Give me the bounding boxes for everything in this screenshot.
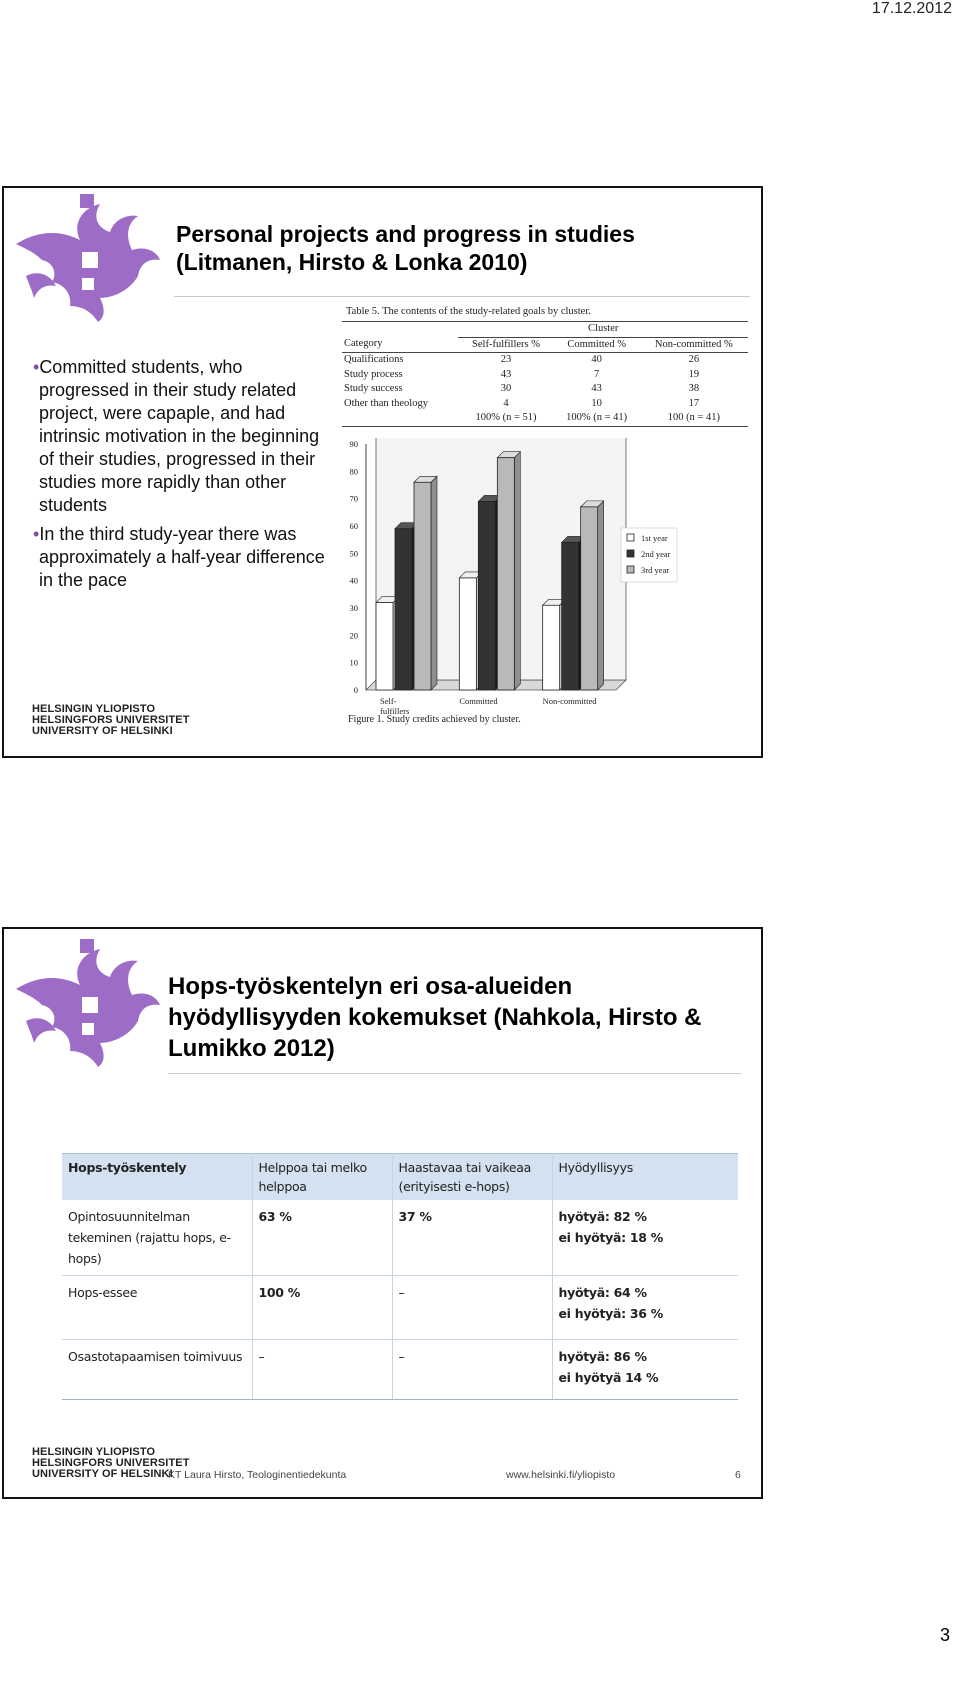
footer-author: KT Laura Hirsto, Teologinentiedekunta (168, 1469, 347, 1481)
hops-table-header (62, 1154, 738, 1201)
bar-1st-year (543, 605, 560, 690)
x-category-label: Non-committed (542, 696, 597, 706)
x-category-label: Committed (459, 696, 498, 706)
table5-row: Study process 43 7 19 (344, 368, 700, 380)
table5-col-header: Self-fulfillers % (472, 338, 540, 350)
bullet-item: •In the third study-year there was approximately a half-year difference in the pace (33, 524, 325, 590)
title-line-2: (Litmanen, Hirsto & Lonka 2010) (176, 249, 528, 275)
bar-2nd-year (478, 501, 495, 690)
page-date: 17.12.2012 (871, 0, 952, 17)
bar-3rd-year (497, 458, 514, 690)
table-row: Hops-essee 100 % – hyötyä: 64 % ei hyötyä: 36 % (62, 1276, 738, 1340)
legend-label: 3rd year (641, 565, 670, 575)
chart-svg (334, 438, 754, 748)
slide-personal-projects (2, 186, 763, 758)
bar-side (598, 501, 604, 690)
table5-totals-row: 100% (n = 51) 100% (n = 41) 100 (n = 41) (342, 411, 748, 426)
y-tick-label: 50 (349, 548, 358, 559)
legend-label: 2nd year (641, 549, 671, 559)
table5-col-header: Category (344, 338, 383, 350)
study-credits-chart (334, 438, 754, 748)
bar-2nd-year (395, 529, 412, 690)
y-tick-label: 40 (349, 575, 358, 586)
hops-col-header: Haastavaa tai vaikeaa (erityisesti e-hops) (392, 1154, 552, 1201)
footer-slide-number: 6 (735, 1469, 741, 1481)
bullet-item: •Committed students, who progressed in their study related project, were capaple, and had intrinsic motivation in the beginning of their studies, progressed in their studies more rapidly than other students (33, 357, 320, 515)
legend-swatch (627, 550, 634, 557)
bar-2nd-year (562, 542, 579, 690)
bar-3rd-year (581, 507, 598, 690)
bullet-list (34, 356, 334, 598)
page-number: 3 (939, 1625, 950, 1645)
hops-col-header: Hops-työskentely (62, 1154, 252, 1201)
university-wordmark: HELSINGIN YLIOPISTO HELSINGFORS UNIVERSITET UNIVERSITY OF HELSINKI (32, 703, 190, 737)
hops-col-header: Helppoa tai melko helppoa (252, 1154, 392, 1201)
legend-swatch (627, 566, 634, 573)
x-category-label: fulfillers (380, 706, 410, 716)
bar-3rd-year (414, 482, 431, 690)
y-tick-label: 20 (349, 630, 358, 641)
table5-col-header: Committed % (567, 338, 626, 350)
helsinki-flame-logo-icon (12, 194, 162, 324)
slide-title: Hops-työskentelyn eri osa-alueiden hyödyllisyyden kokemukset (Nahkola, Hirsto & Lumikko 2012) (168, 973, 702, 1062)
y-tick-label: 30 (349, 603, 358, 613)
y-tick-label: 60 (349, 521, 358, 531)
title-divider (168, 1073, 741, 1074)
slide-hops-work (2, 927, 763, 1499)
y-tick-label: 70 (349, 493, 358, 504)
slide-title (176, 220, 746, 276)
x-category-label: Self- (380, 696, 397, 706)
university-wordmark: HELSINGIN YLIOPISTO HELSINGFORS UNIVERSITET UNIVERSITY OF HELSINKI (32, 1446, 190, 1480)
table5-caption: Table 5. The contents of the study-related goals by cluster. (346, 306, 591, 317)
table5-row: Study success 30 43 38 (344, 383, 700, 394)
table5-row: Qualifications 23 40 26 (344, 354, 700, 365)
title-divider (174, 296, 750, 297)
table5-study-goals (342, 306, 748, 427)
legend-label: 1st year (641, 533, 668, 543)
y-tick-label: 90 (349, 439, 358, 449)
y-tick-label: 10 (349, 657, 358, 668)
figure-caption: Figure 1. Study credits achieved by cluster. (348, 714, 521, 725)
table-row: Osastotapaamisen toimivuus – – hyötyä: 86 % ei hyötyä 14 % (62, 1340, 738, 1400)
table-row: Opintosuunnitelman tekeminen (rajattu hops, e-hops) 63 % 37 % hyötyä: 82 % ei hyötyä: 18 % (62, 1200, 738, 1276)
footer-url: www.helsinki.fi/yliopisto (506, 1469, 616, 1481)
y-tick-label: 80 (349, 466, 358, 477)
hops-table (62, 1153, 738, 1400)
hops-col-header: Hyödyllisyys (552, 1154, 738, 1201)
legend-swatch (627, 534, 634, 541)
y-tick-label: 0 (353, 685, 358, 695)
bar-1st-year (459, 578, 476, 690)
table5-row: Other than theology 4 10 17 (344, 397, 700, 409)
bar-side (431, 476, 437, 690)
table5-group-header: Cluster (458, 322, 748, 338)
table5-col-header: Non-committed % (654, 338, 733, 350)
helsinki-flame-logo-icon (12, 939, 162, 1069)
bar-1st-year (376, 603, 393, 690)
bar-side (514, 452, 520, 690)
title-line-1: Personal projects and progress in studies (176, 221, 635, 247)
